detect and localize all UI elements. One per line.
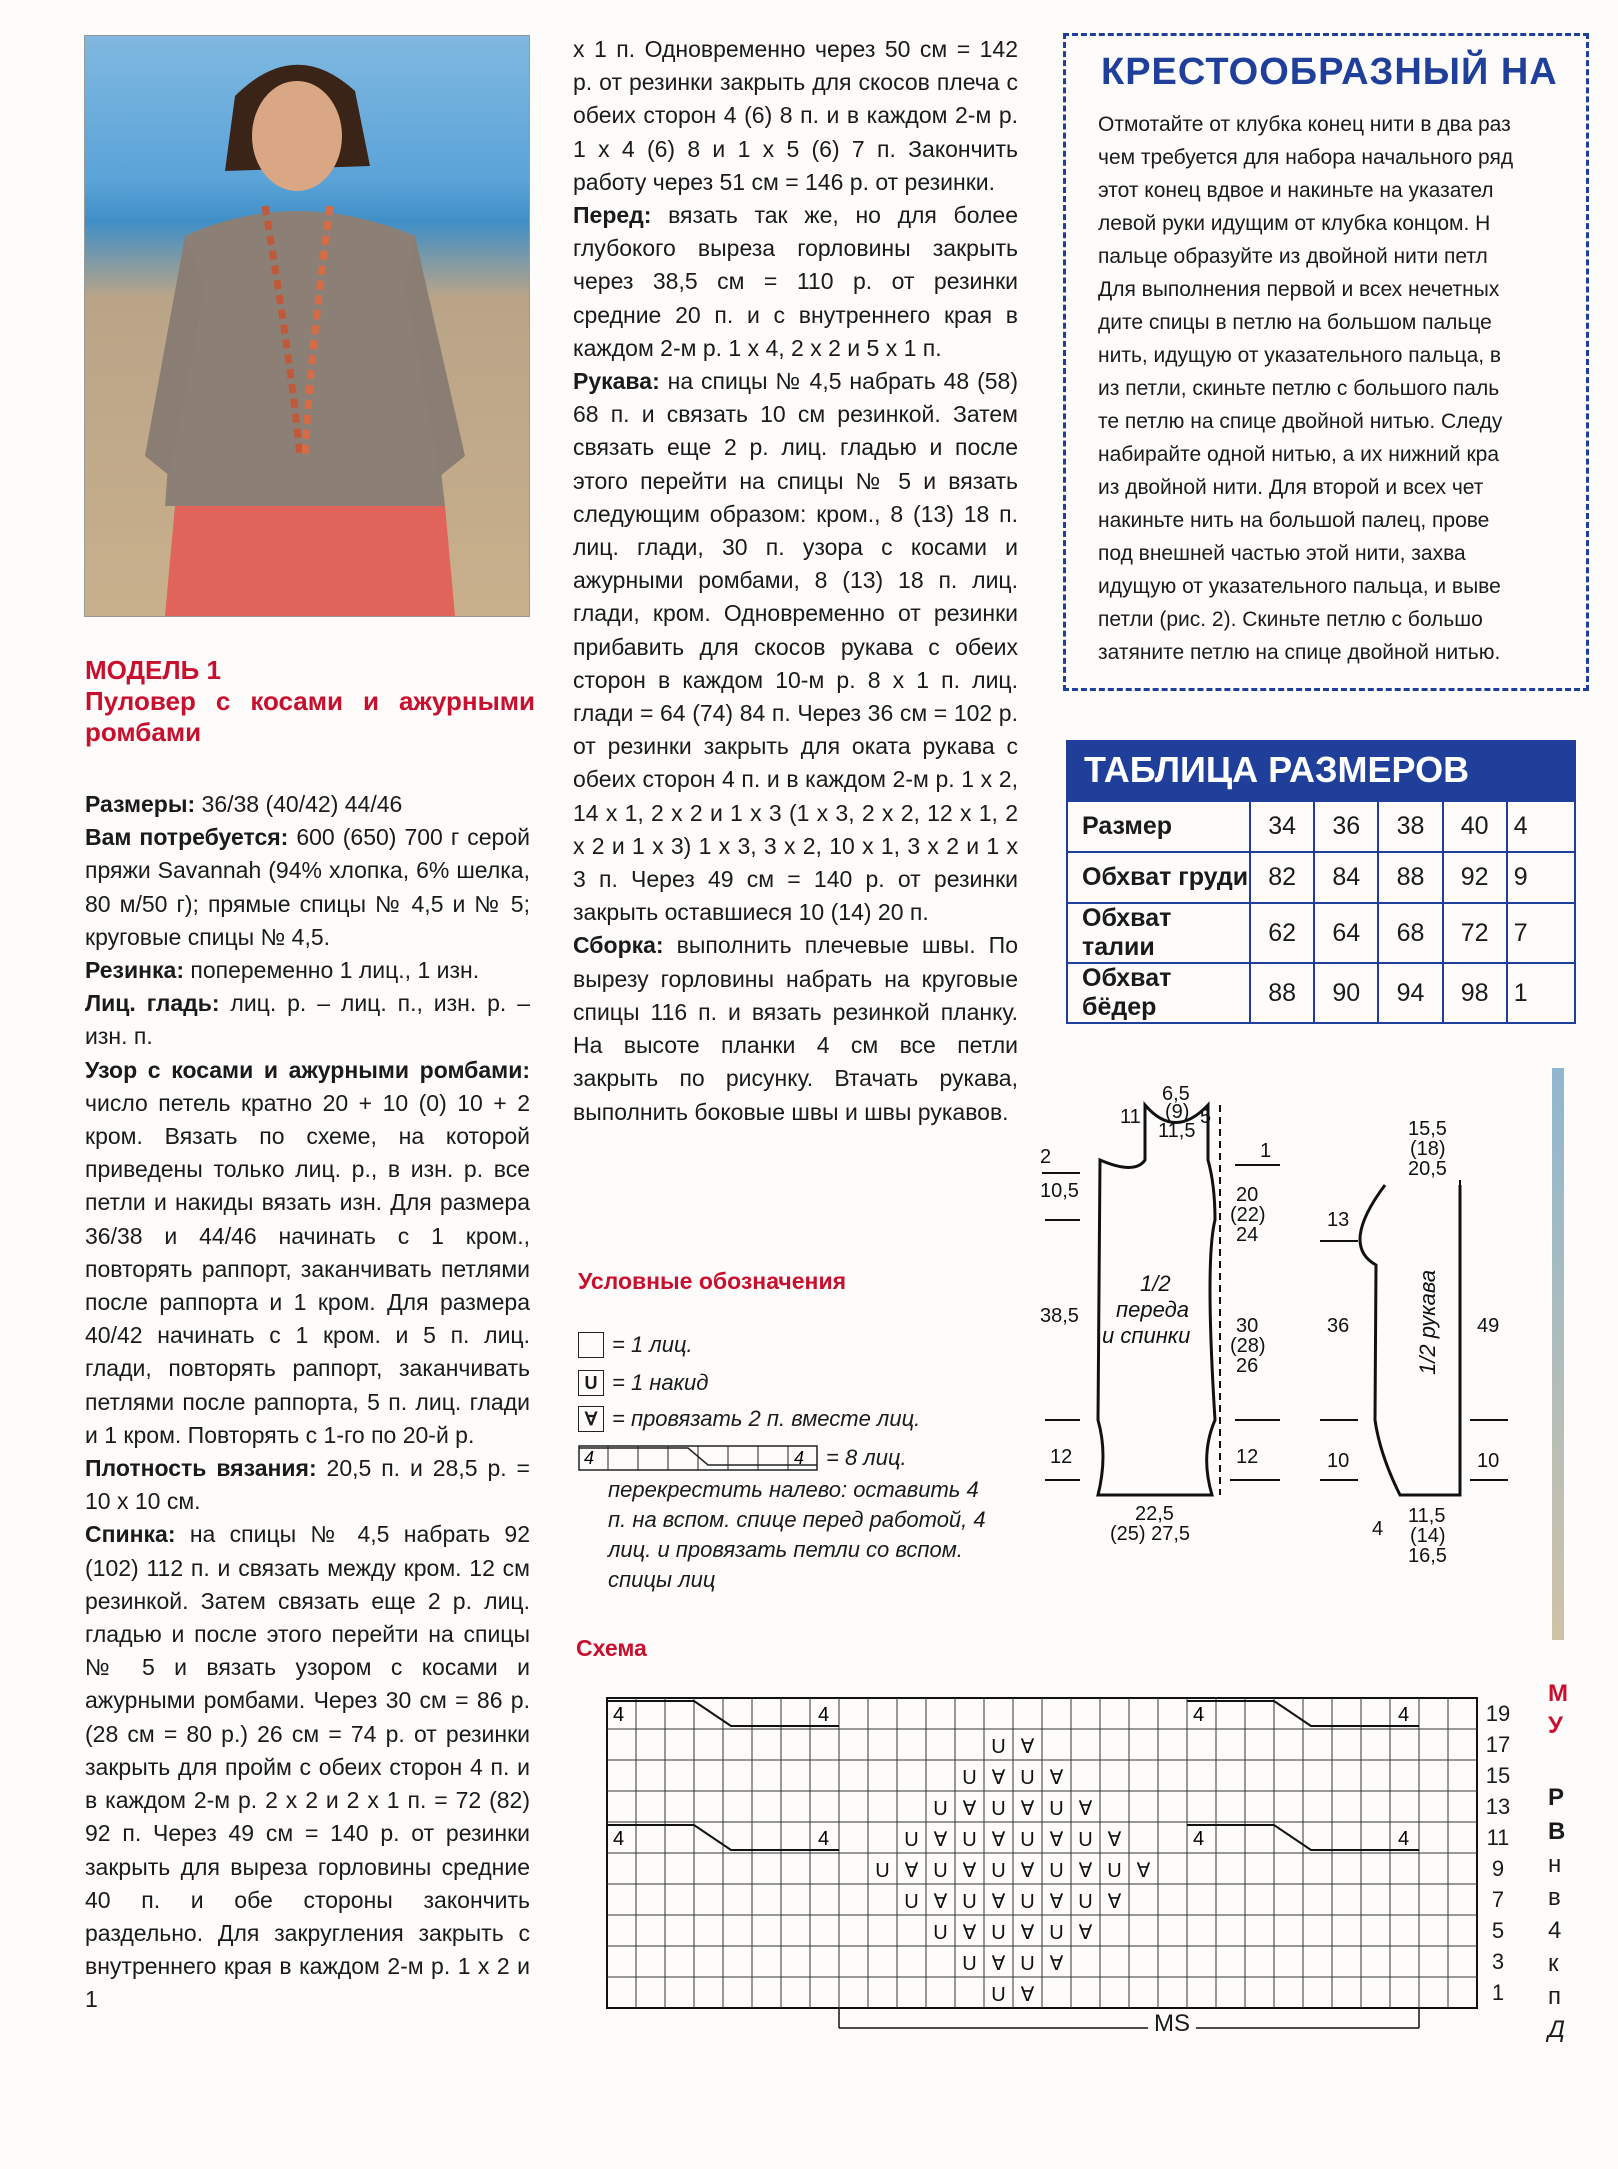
dim: 11,5: [1158, 1120, 1196, 1142]
k2tog-symbol: ∀: [1078, 1860, 1093, 1882]
row-number: 15: [1485, 1763, 1511, 1788]
cell: 84: [1314, 852, 1378, 903]
legend-title: Условные обозначения: [578, 1268, 847, 1294]
k2tog-symbol: ∀: [933, 1829, 948, 1851]
cell: 72: [1443, 903, 1507, 963]
technique-title: КРЕСТООБРАЗНЫЙ НА: [1101, 51, 1558, 93]
front-label: Перед:: [573, 202, 652, 229]
assembly-label: Сборка:: [573, 932, 664, 959]
svg-text:4: 4: [794, 1448, 805, 1468]
cell: 92: [1443, 852, 1507, 903]
yarnover-symbol: U: [1078, 1829, 1093, 1851]
body-label: переда: [1116, 1297, 1189, 1322]
k2tog-symbol: ∀: [1136, 1860, 1151, 1882]
cable-count: 4: [818, 1704, 830, 1726]
yarnover-symbol: U: [962, 1829, 977, 1851]
row-label: Размер: [1067, 801, 1250, 852]
back-continued: x 1 п. Одновременно через 50 см = 142 р. от резинки закрыть для скосов плеча с обеих сторон 4 (6) 8 п. и в каждом 2-м р. 1 x 4 (6) 8 и 1 x 5 (6) 7 п. Закончить работу через 51 см = 146 р. от резинки.: [573, 36, 1018, 195]
sleeve-label: 1/2 рукава: [1415, 1269, 1440, 1375]
front-text: вязать так же, но для более глубокого выреза горловины закрыть через 38,5 см = 110 р. от резинки средние 20 п. и с внутреннего края в каждом 2-м р. 1 x 4, 2 x 2 и 5 x 1 п.: [573, 202, 1018, 361]
yarnover-symbol: U: [1020, 1953, 1035, 1975]
dim: 16,5: [1408, 1545, 1447, 1567]
yarnover-symbol: U: [1078, 1891, 1093, 1913]
assembly-para: [573, 929, 1018, 1128]
technique-line: пальце образуйте из двойной нити петл: [1098, 245, 1488, 268]
cell: 88: [1378, 852, 1442, 903]
need-text: 600 (650) 700 г серой пряжи Savannah (94% хлопка, 6% шелка, 80 м/50 г); прямые спицы № 4,5 и № 5; круговые спицы № 4,5.: [85, 824, 530, 950]
back-text: на спицы № 4,5 набрать 92 (102) 112 п. и связать между кром. 12 см резинкой. Затем связать еще 2 р. лиц. гладью и после этого перейти на спицы № 5 и вязать узором с косами и ажурными ромбами. Через 30 см = 86 р. (28 см = 80 р.) 26 см = 74 р. от резинки закрыть для пройм с обеих сторон 4 п. и в каждом 2-м р. 2 x 2 и 2 x 1 п. = 72 (82) 92 п. Через 49 см = 140 р. от резинки закрыть для выреза горловины средние 40 п. и обе стороны закончить раздельно. Для закругления закрыть с внутреннего края в каждом 2-м р. 1 x 2 и 1: [85, 1521, 530, 2013]
yarnover-symbol: U: [991, 1736, 1006, 1758]
svg-text:4: 4: [584, 1448, 595, 1468]
cable-count: 4: [613, 1704, 625, 1726]
yarnover-symbol: U: [991, 1798, 1006, 1820]
k2tog-symbol: ∀: [1078, 1922, 1093, 1944]
dim: 13: [1327, 1209, 1350, 1231]
technique-line: те петлю на спице двойной нитью. Следу: [1098, 410, 1503, 433]
technique-line: Для выполнения первой и всех нечетных: [1098, 278, 1500, 301]
dim: 20,5: [1408, 1158, 1447, 1180]
k2tog-symbol: ∀: [1078, 1798, 1093, 1820]
k2tog-symbol: ∀: [1020, 1860, 1035, 1882]
yarnover-symbol: U: [578, 1370, 604, 1396]
row-number: 13: [1485, 1794, 1511, 1819]
yarnover-symbol: U: [1107, 1860, 1122, 1882]
k2tog-symbol: ∀: [1049, 1953, 1064, 1975]
edge-letter: в: [1548, 1884, 1561, 1911]
cable-count: 4: [613, 1828, 625, 1850]
dim: 5: [1200, 1106, 1212, 1128]
cell: 88: [1250, 963, 1314, 1023]
technique-line: левой руки идущим от клубка концом. Н: [1098, 212, 1491, 235]
technique-line: из двойной нити. Для второй и всех чет: [1098, 476, 1484, 499]
yarnover-symbol: U: [904, 1829, 919, 1851]
back-label: Спинка:: [85, 1521, 176, 1548]
edge-letter: М: [1548, 1680, 1568, 1707]
cell: 36: [1314, 801, 1378, 852]
dim: 22,5: [1135, 1503, 1174, 1525]
yarnover-symbol: U: [962, 1891, 977, 1913]
legend-knit-text: = 1 лиц.: [612, 1332, 693, 1357]
assembly-text: выполнить плечевые швы. По вырезу горловины набрать на круговые спицы 116 п. и вязать резинкой планку. На высоте планки 4 см все петли закрыть по рисунку. Втачать рукава, выполнить боковые швы и швы рукавов.: [573, 932, 1018, 1125]
cable-count: 4: [1398, 1828, 1410, 1850]
yarnover-symbol: U: [875, 1860, 890, 1882]
edge-letter: Р: [1548, 1784, 1565, 1811]
row-number: 17: [1485, 1732, 1511, 1757]
dim: 2: [1040, 1146, 1052, 1168]
stockinette-text: лиц. р. – лиц. п., изн. р. – изн. п.: [85, 990, 530, 1050]
dim: 11,5: [1408, 1505, 1446, 1527]
size-table-title: ТАБЛИЦА РАЗМЕРОВ: [1066, 740, 1576, 800]
k2tog-symbol: ∀: [1020, 1922, 1035, 1944]
row-number: 7: [1491, 1887, 1505, 1912]
yarnover-symbol: U: [1049, 1798, 1064, 1820]
dim: 6,5: [1162, 1083, 1190, 1105]
k2tog-symbol: ∀: [904, 1860, 919, 1882]
k2tog-symbol: ∀: [1020, 1798, 1035, 1820]
k2tog-symbol: ∀: [1107, 1891, 1122, 1913]
cell: 62: [1250, 903, 1314, 963]
density-text: 20,5 п. и 28,5 р. = 10 x 10 см.: [85, 1455, 530, 1515]
garment-schematic: [1040, 1085, 1520, 1585]
technique-line: петли (рис. 2). Скиньте петлю с большо: [1098, 608, 1483, 631]
legend-k2tog: [578, 1404, 920, 1434]
size-table: [1066, 740, 1576, 1024]
edge-letter: п: [1548, 1983, 1561, 2010]
row-number: 3: [1491, 1949, 1505, 1974]
stockinette-label: Лиц. гладь:: [85, 990, 220, 1017]
technique-line: накиньте нить на большой палец, прове: [1098, 509, 1490, 532]
dim: (14): [1410, 1525, 1446, 1547]
sizes-para: [85, 788, 530, 821]
k2tog-symbol: ∀: [991, 1829, 1006, 1851]
k2tog-symbol: ∀: [578, 1406, 604, 1432]
cell: 94: [1378, 963, 1442, 1023]
dim: 12: [1050, 1446, 1073, 1468]
model-name: Пуловер с косами и ажурными ромбами: [85, 686, 535, 747]
yarnover-symbol: U: [1049, 1860, 1064, 1882]
row-label: Обхват груди: [1067, 852, 1250, 903]
edge-letter: У: [1548, 1712, 1563, 1739]
dim: (9): [1165, 1101, 1190, 1123]
cell: 82: [1250, 852, 1314, 903]
pattern-text: число петель кратно 20 + 10 (0) 10 + 2 кром. Вязать по схеме, на которой приведены только лиц. р., в изн. р. все петли и накиды вязать изн. Для размера 36/38 и 44/46 начинать с 1 кром., повторять раппорт, заканчивать петлями после раппорта и 1 кром. Для размера 40/42 начинать с 1 кром. и 5 п. лиц. глади, повторять раппорт, заканчивать петлями после раппорта, 5 п. лиц. глади и 1 кром. Повторять с 1-го по 20-й р.: [85, 1089, 530, 1448]
row-label: Обхват талии: [1067, 903, 1250, 963]
cell: 9: [1507, 852, 1575, 903]
technique-line: чем требуется для набора начального ряд: [1098, 146, 1514, 169]
dim: 30: [1236, 1315, 1259, 1337]
legend-yarnover: [578, 1368, 708, 1398]
yarnover-symbol: U: [1020, 1767, 1035, 1789]
dim: 1: [1260, 1140, 1272, 1162]
dim: 36: [1327, 1315, 1350, 1337]
k2tog-symbol: ∀: [1049, 1829, 1064, 1851]
yarnover-symbol: U: [1020, 1891, 1035, 1913]
scheme-title: Схема: [576, 1635, 647, 1661]
technique-line: набирайте одной нитью, а их нижний кра: [1098, 443, 1500, 466]
model-photo: [84, 35, 530, 617]
cable-count: 4: [1193, 1704, 1205, 1726]
edge-letter: 4: [1548, 1917, 1562, 1944]
size-table-grid: [1066, 800, 1576, 1024]
sleeve-text: на спицы № 4,5 набрать 48 (58) 68 п. и связать 10 см резинкой. Затем связать еще 2 р. лиц. гладью и после этого перейти на спицы № 5 и вязать следующим образом: кром., 8 (13) 18 п. лиц. глади, 30 п. узора с косами и ажурными ромбами, 8 (13) 18 п. лиц. глади, кром. Одновременно от резинки прибавить для скосов рукава с обеих сторон в каждом 10-м р. 8 x 1 п. лиц. глади = 64 (74) 84 п. Через 36 см = 102 р. от резинки закрыть для оката рукава с обеих сторон 4 п. и в каждом 2-м р. 1 x 2, 14 x 1, 2 x 2 и 1 x 3 (1 x 3, 2 x 2, 12 x 1, 2 x 2 и 1 x 3) 1 x 3, 3 x 2, 10 x 1, 3 x 2 и 1 x 3 п. Через 49 см = 140 р. от резинки закрыть оставшиеся 10 (14) 20 п.: [573, 368, 1018, 926]
dim: 24: [1236, 1224, 1259, 1246]
row-number: 9: [1491, 1856, 1505, 1881]
cable-count: 4: [1193, 1828, 1205, 1850]
dim: 49: [1477, 1315, 1500, 1337]
need-label: Вам потребуется:: [85, 824, 289, 851]
k2tog-symbol: ∀: [1049, 1891, 1064, 1913]
dim: 26: [1236, 1355, 1259, 1377]
row-number: 1: [1491, 1980, 1505, 2005]
row-numbers: [1480, 1698, 1516, 2008]
knit-symbol: [578, 1332, 604, 1358]
cable-count: 4: [818, 1828, 830, 1850]
k2tog-symbol: ∀: [991, 1891, 1006, 1913]
k2tog-symbol: ∀: [1107, 1829, 1122, 1851]
dim: 10: [1327, 1450, 1350, 1472]
k2tog-symbol: ∀: [1049, 1767, 1064, 1789]
technique-box: [1063, 33, 1589, 691]
density-para: [85, 1452, 530, 1518]
technique-line: этот конец вдвое и накиньте на указател: [1098, 179, 1494, 202]
yarnover-symbol: U: [1049, 1922, 1064, 1944]
back-para: [85, 1518, 530, 2016]
k2tog-symbol: ∀: [962, 1798, 977, 1820]
k2tog-symbol: ∀: [962, 1922, 977, 1944]
edge-letter: н: [1548, 1851, 1562, 1878]
cell: 64: [1314, 903, 1378, 963]
cell: 1: [1507, 963, 1575, 1023]
row-number: 5: [1491, 1918, 1505, 1943]
yarnover-symbol: U: [933, 1860, 948, 1882]
column-1: [85, 788, 530, 2017]
dim: 4: [1372, 1518, 1384, 1540]
technique-line: из петли, скиньте петлю с большого паль: [1098, 377, 1500, 400]
dim: 38,5: [1040, 1305, 1079, 1327]
cable-note: перекрестить налево: оставить 4 п. на вспом. спице перед работой, 4 лиц. и провязать петли со вспом. спицы лиц: [608, 1477, 986, 1592]
technique-line: Отмотайте от клубка конец нити в два раз: [1098, 113, 1511, 136]
yarnover-symbol: U: [991, 1860, 1006, 1882]
yarnover-symbol: U: [991, 1984, 1006, 2006]
row-label: Обхват бёдер: [1067, 963, 1250, 1023]
legend-cable: [578, 1443, 907, 1473]
cell: 98: [1443, 963, 1507, 1023]
technique-text: [1098, 108, 1618, 669]
row-number: 11: [1486, 1825, 1510, 1850]
cell: 40: [1443, 801, 1507, 852]
technique-line: дите спицы в петлю на большом пальце: [1098, 311, 1492, 334]
sleeve-label: Рукава:: [573, 368, 660, 395]
edge-letter: к: [1548, 1950, 1559, 1977]
body-label: 1/2: [1140, 1271, 1171, 1296]
dim: (18): [1410, 1138, 1446, 1160]
knitting-chart: [577, 1680, 1477, 2025]
technique-line: затяните петлю на спице двойной нитью.: [1098, 641, 1501, 664]
legend-yarnover-text: = 1 накид: [612, 1370, 709, 1395]
dim: 12: [1236, 1446, 1259, 1468]
k2tog-symbol: ∀: [1020, 1736, 1035, 1758]
rib-para: [85, 954, 530, 987]
dim: 11: [1120, 1106, 1141, 1128]
k2tog-symbol: ∀: [991, 1767, 1006, 1789]
cable-count: 4: [1398, 1704, 1410, 1726]
dim: (28): [1230, 1335, 1266, 1357]
yarnover-symbol: U: [904, 1891, 919, 1913]
yarnover-symbol: U: [991, 1922, 1006, 1944]
sizes-label: Размеры:: [85, 791, 196, 817]
column-2: [573, 33, 1018, 1129]
cell: 7: [1507, 903, 1575, 963]
cable-symbol-icon: [578, 1445, 818, 1471]
dim: (25) 27,5: [1110, 1523, 1191, 1545]
legend-k2tog-text: = провязать 2 п. вместе лиц.: [612, 1406, 921, 1431]
pattern-para: [85, 1054, 530, 1452]
sizes-text: 36/38 (40/42) 44/46: [195, 791, 403, 817]
rib-text: попеременно 1 лиц., 1 изн.: [184, 957, 480, 984]
technique-line: нить, идущую от указательного пальца, в: [1098, 344, 1502, 367]
sleeve-outline: [1360, 1185, 1460, 1495]
technique-line: идущую от указательного пальца, и выве: [1098, 575, 1501, 598]
table-row: [1067, 852, 1575, 903]
k2tog-symbol: ∀: [933, 1891, 948, 1913]
table-row: [1067, 963, 1575, 1023]
yarnover-symbol: U: [962, 1953, 977, 1975]
dim: (22): [1230, 1204, 1266, 1226]
legend-knit: [578, 1330, 693, 1360]
sleeve-para: [573, 365, 1018, 929]
rib-label: Резинка:: [85, 957, 184, 984]
ms-label: MS: [1148, 2010, 1196, 2038]
cell: 90: [1314, 963, 1378, 1023]
dim: 10,5: [1040, 1180, 1079, 1202]
right-photo-strip: [1552, 1068, 1564, 1640]
need-para: [85, 821, 530, 954]
yarnover-symbol: U: [933, 1922, 948, 1944]
dim: 15,5: [1408, 1118, 1447, 1140]
cell: 38: [1378, 801, 1442, 852]
density-label: Плотность вязания:: [85, 1455, 317, 1482]
model-title: [85, 655, 535, 748]
cell: 4: [1507, 801, 1575, 852]
dim: 20: [1236, 1184, 1259, 1206]
stockinette-para: [85, 987, 530, 1053]
table-row: [1067, 903, 1575, 963]
k2tog-symbol: ∀: [962, 1860, 977, 1882]
yarnover-symbol: U: [933, 1798, 948, 1820]
k2tog-symbol: ∀: [1020, 1984, 1035, 2006]
yarnover-symbol: U: [962, 1767, 977, 1789]
model-number: МОДЕЛЬ 1: [85, 655, 222, 685]
edge-letter: Д: [1548, 2016, 1565, 2043]
table-row: [1067, 801, 1575, 852]
front-para: [573, 199, 1018, 365]
row-number: 19: [1485, 1701, 1511, 1726]
k2tog-symbol: ∀: [991, 1953, 1006, 1975]
cell: 34: [1250, 801, 1314, 852]
edge-letter: В: [1548, 1818, 1566, 1845]
yarnover-symbol: U: [1020, 1829, 1035, 1851]
pattern-label: Узор с косами и ажурными ромбами:: [85, 1056, 530, 1083]
dim: 10: [1477, 1450, 1500, 1472]
cell: 68: [1378, 903, 1442, 963]
technique-line: под внешней частью этой нити, захва: [1098, 542, 1466, 565]
legend-cable-text: = 8 лиц.: [826, 1445, 907, 1470]
body-label: и спинки: [1102, 1323, 1191, 1348]
